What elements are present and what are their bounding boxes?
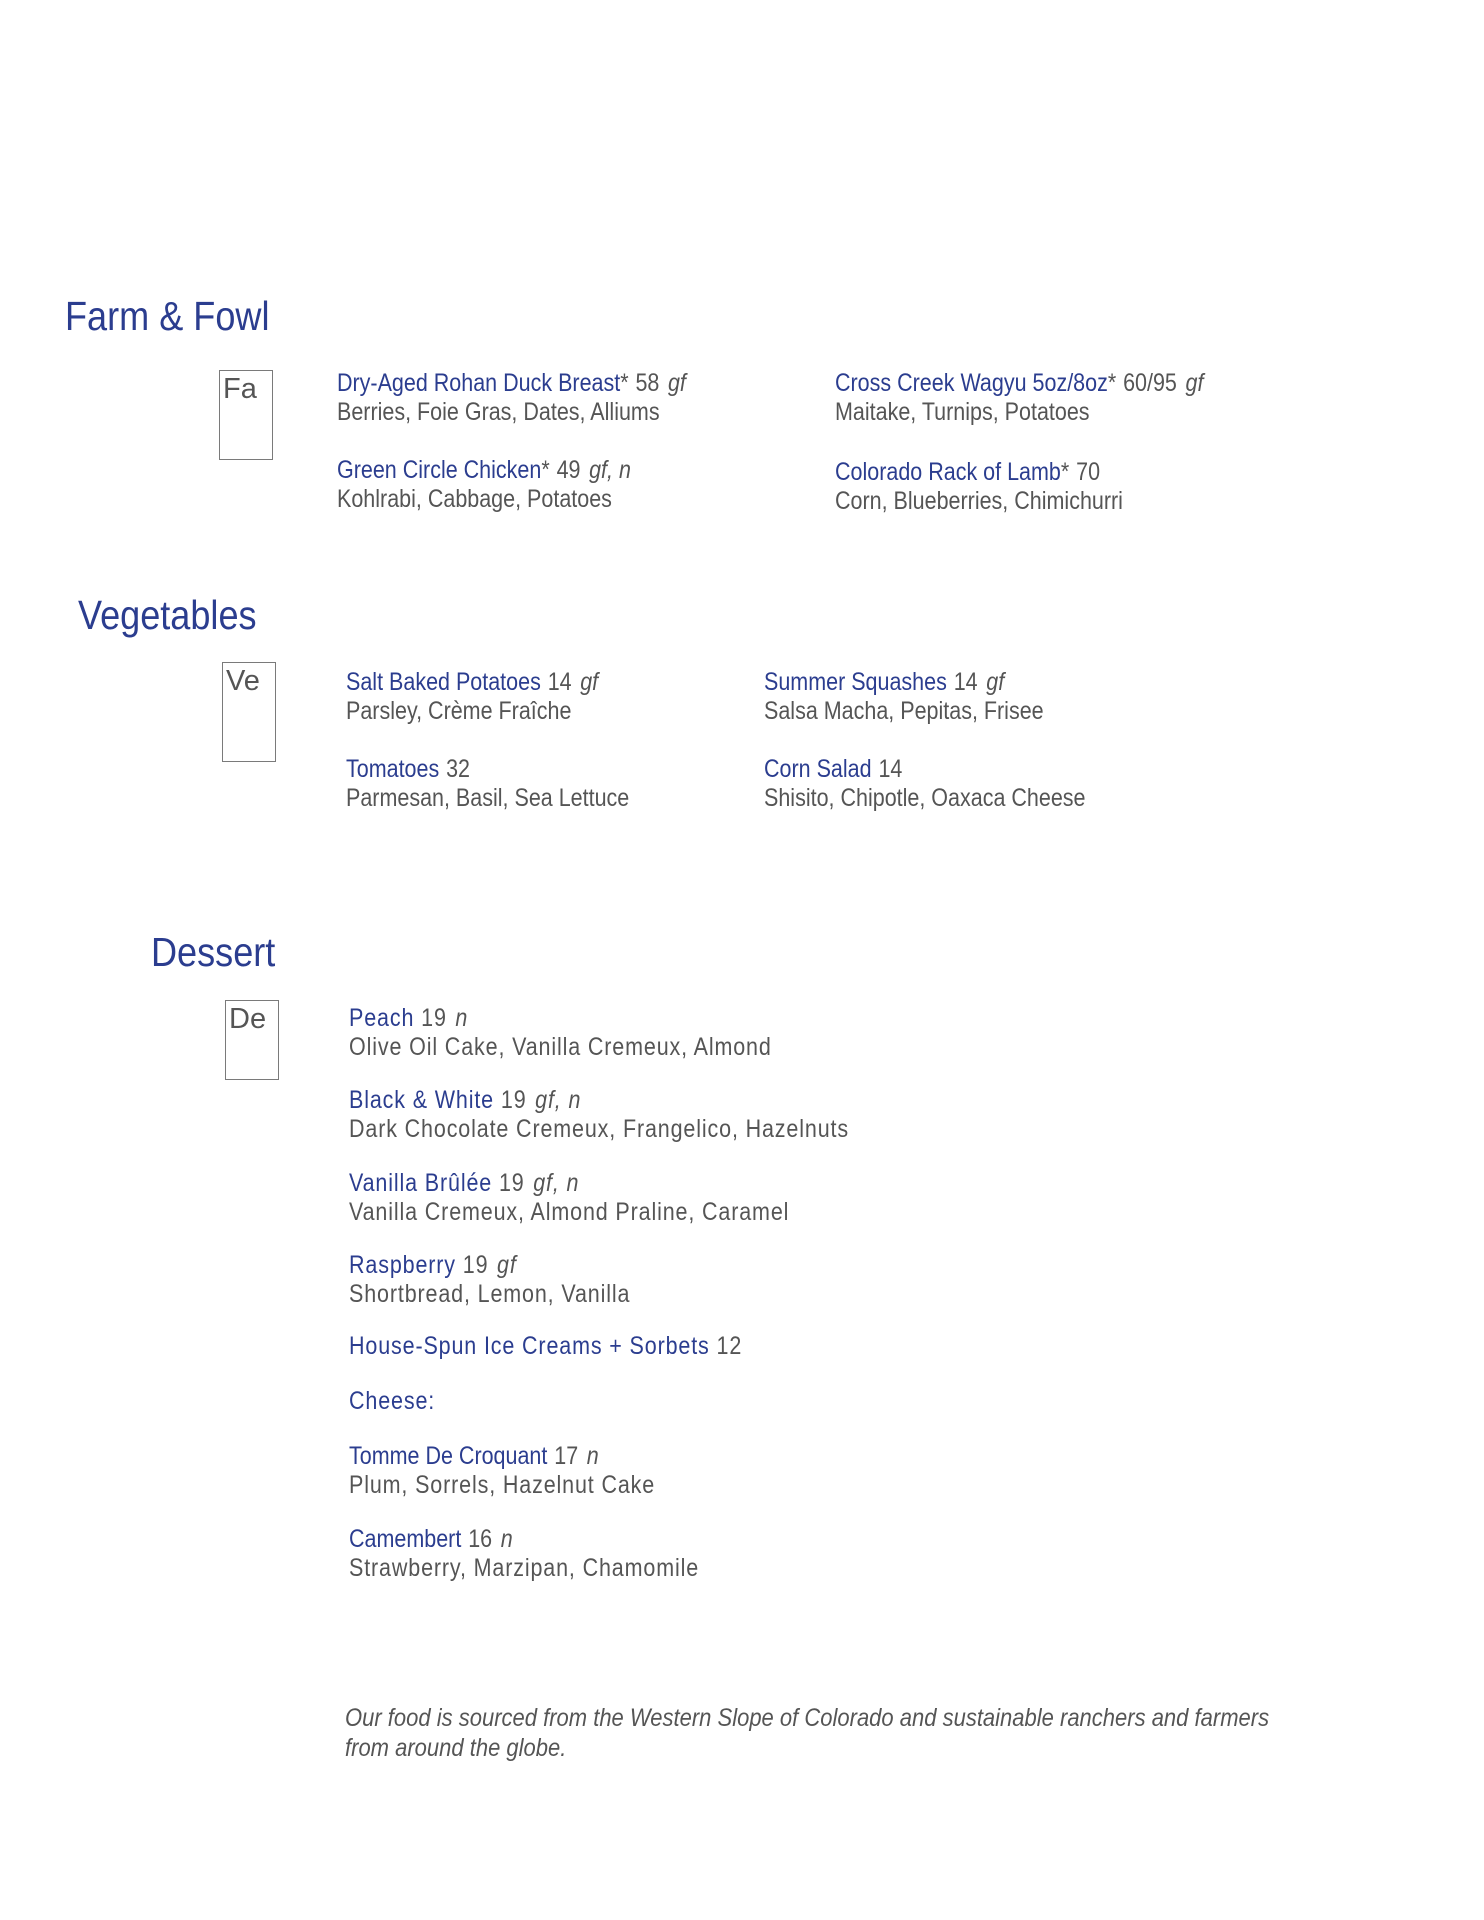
menu-item-tomatoes (346, 754, 629, 812)
item-tags: n (586, 1442, 599, 1470)
item-tags: gf (497, 1251, 517, 1279)
section-title-farm-fowl: Farm & Fowl (65, 293, 270, 339)
menu-item-vanilla-brulee (349, 1168, 789, 1226)
item-price: 19 (421, 1004, 447, 1032)
item-description: Berries, Foie Gras, Dates, Alliums (337, 398, 660, 426)
item-name: Camembert (349, 1525, 462, 1553)
menu-item-ice-creams-sorbets (349, 1331, 742, 1361)
item-description: Corn, Blueberries, Chimichurri (835, 487, 1123, 515)
item-name: Dry-Aged Rohan Duck Breast (337, 369, 621, 397)
section-box-vegetables: Ve (222, 662, 276, 762)
item-description: Parmesan, Basil, Sea Lettuce (346, 784, 630, 812)
item-tags: gf, n (589, 456, 631, 484)
item-mark: * (541, 456, 550, 484)
section-title-vegetables: Vegetables (78, 592, 257, 638)
item-description: Olive Oil Cake, Vanilla Cremeux, Almond (349, 1033, 772, 1061)
section-box-farm-fowl: Fa (219, 370, 273, 460)
item-tags: n (455, 1004, 469, 1032)
item-price: 14 (547, 668, 572, 696)
menu-item-salt-baked-potatoes (346, 667, 598, 725)
menu-item-peach (349, 1003, 772, 1061)
item-tags: gf (667, 369, 686, 397)
item-name: Cheese: (349, 1387, 436, 1415)
sourcing-note-line-1: Our food is sourced from the Western Slope of Colorado and sustainable ranchers and farmers (345, 1704, 1270, 1732)
item-description: Parsley, Crème Fraîche (346, 697, 572, 725)
item-tags: gf (580, 668, 599, 696)
item-name: Tomme De Croquant (349, 1442, 548, 1470)
item-price: 49 (556, 456, 581, 484)
item-price: 12 (716, 1332, 743, 1360)
item-description: Vanilla Cremeux, Almond Praline, Caramel (349, 1198, 790, 1226)
item-tags: gf, n (535, 1086, 582, 1114)
item-tags: n (500, 1525, 513, 1553)
item-name: House-Spun Ice Creams + Sorbets (349, 1332, 710, 1360)
menu-item-tomme-de-croquant (349, 1441, 655, 1499)
menu-subheading-cheese (349, 1386, 435, 1416)
item-name: Summer Squashes (764, 668, 947, 696)
item-price: 19 (498, 1169, 525, 1197)
section-title-dessert: Dessert (151, 929, 276, 975)
item-name: Green Circle Chicken (337, 456, 542, 484)
item-name: Tomatoes (346, 755, 440, 783)
item-price: 32 (446, 755, 471, 783)
item-description: Shisito, Chipotle, Oaxaca Cheese (764, 784, 1086, 812)
item-price: 19 (462, 1251, 489, 1279)
item-mark: * (620, 369, 629, 397)
item-name: Cross Creek Wagyu 5oz/8oz (835, 369, 1108, 397)
item-tags: gf (986, 668, 1005, 696)
menu-item-camembert (349, 1524, 699, 1582)
menu-item-raspberry (349, 1250, 630, 1308)
item-mark: * (1060, 458, 1070, 486)
item-tags: gf (1185, 369, 1204, 397)
item-mark: * (1107, 369, 1117, 397)
item-name: Colorado Rack of Lamb (835, 458, 1061, 486)
menu-item-wagyu (835, 368, 1203, 426)
item-name: Peach (349, 1004, 415, 1032)
menu-item-duck-breast (337, 368, 686, 426)
item-price: 16 (468, 1525, 493, 1553)
item-price: 70 (1076, 458, 1101, 486)
sourcing-note (345, 1703, 1269, 1763)
item-price: 58 (635, 369, 660, 397)
menu-item-green-circle-chicken (337, 455, 631, 513)
item-tags: gf, n (533, 1169, 580, 1197)
item-price: 14 (878, 755, 903, 783)
item-description: Strawberry, Marzipan, Chamomile (349, 1554, 700, 1582)
item-description: Salsa Macha, Pepitas, Frisee (764, 697, 1044, 725)
item-name: Corn Salad (764, 755, 872, 783)
item-name: Raspberry (349, 1251, 456, 1279)
item-description: Dark Chocolate Cremeux, Frangelico, Hazelnuts (349, 1115, 849, 1143)
menu-item-black-white (349, 1085, 849, 1143)
item-name: Salt Baked Potatoes (346, 668, 541, 696)
menu-item-rack-of-lamb (835, 457, 1123, 515)
item-price: 14 (953, 668, 978, 696)
sourcing-note-line-2: from around the globe. (345, 1734, 567, 1762)
menu-item-summer-squashes (764, 667, 1044, 725)
item-name: Vanilla Brûlée (349, 1169, 493, 1197)
item-name: Black & White (349, 1086, 495, 1114)
menu-item-corn-salad (764, 754, 1085, 812)
item-description: Shortbread, Lemon, Vanilla (349, 1280, 631, 1308)
item-price: 17 (554, 1442, 579, 1470)
section-box-dessert: De (225, 1000, 279, 1080)
item-description: Kohlrabi, Cabbage, Potatoes (337, 485, 612, 513)
item-price: 19 (500, 1086, 527, 1114)
item-description: Plum, Sorrels, Hazelnut Cake (349, 1471, 656, 1499)
item-description: Maitake, Turnips, Potatoes (835, 398, 1090, 426)
item-price: 60/95 (1123, 369, 1177, 397)
